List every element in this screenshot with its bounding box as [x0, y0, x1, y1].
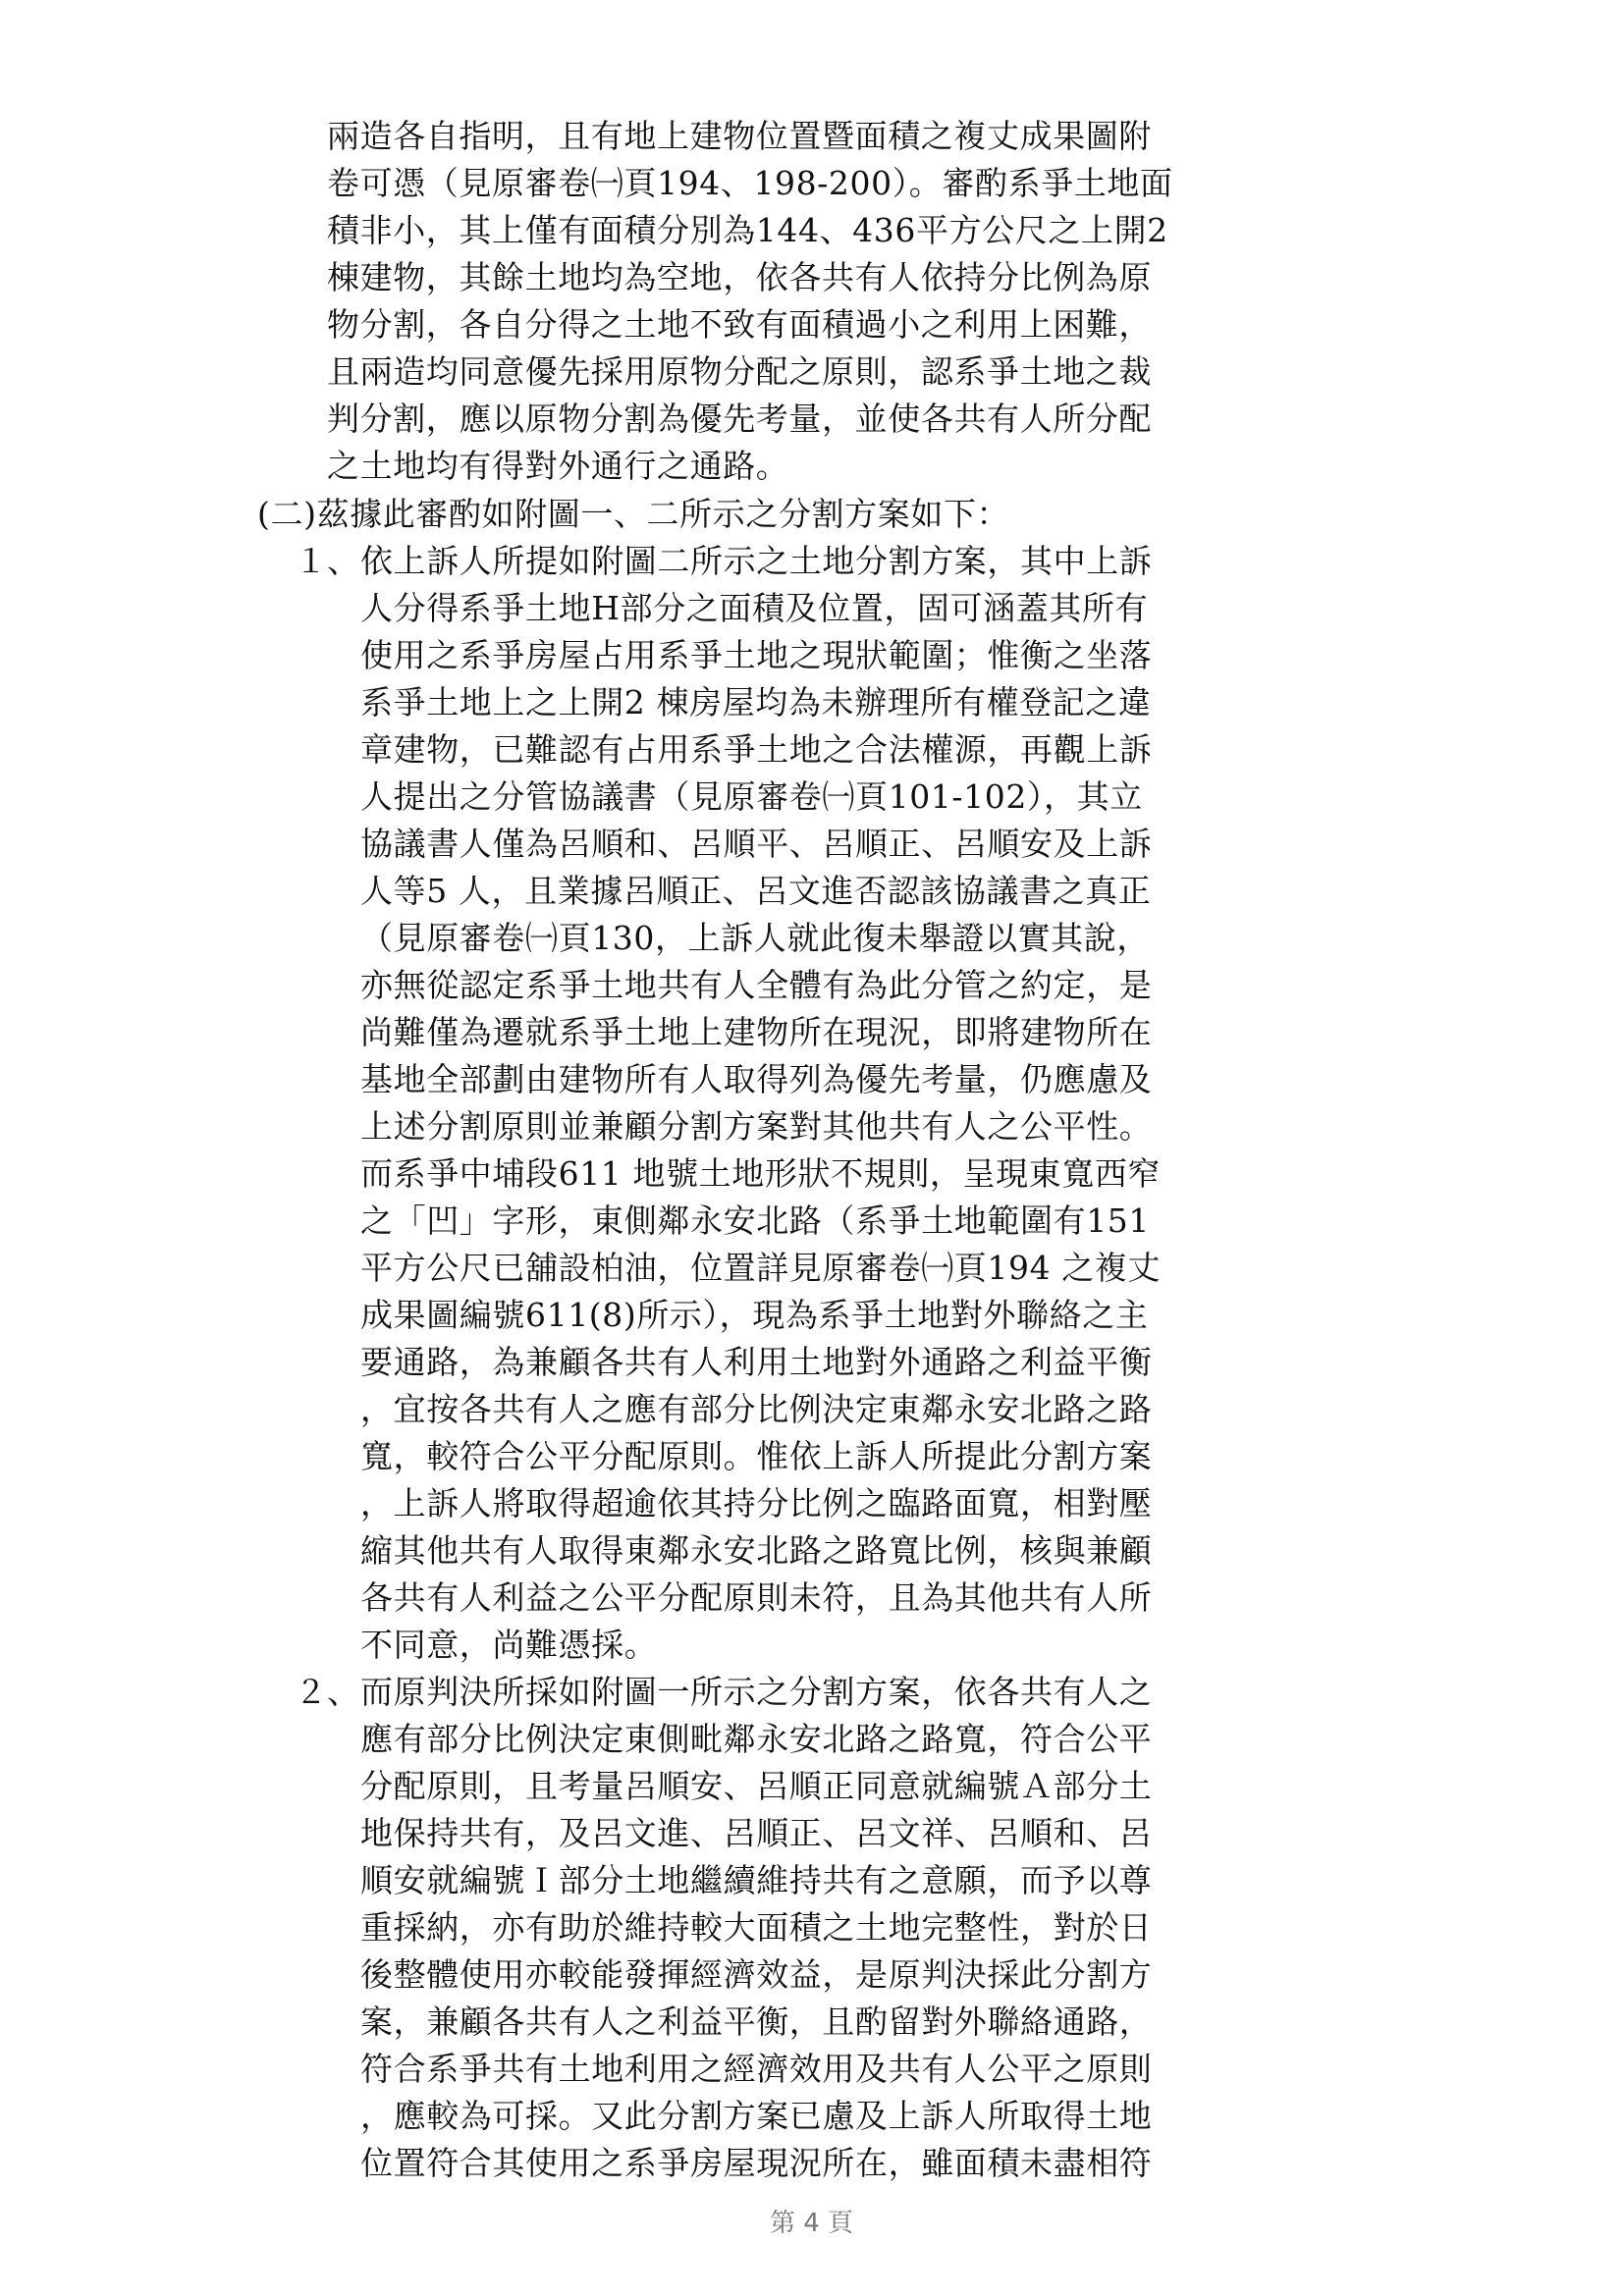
intro-line: 物分割，各自分得之土地不致有面積過小之利用上困難， — [327, 305, 1152, 344]
item2-line: 分配原則，且考量呂順安、呂順正同意就編號Ａ部分土 — [360, 1767, 1153, 1805]
intro-line: 卷可憑（見原審卷㈠頁194、198-200）。審酌系爭土地面 — [327, 164, 1173, 202]
intro-line: 之土地均有得對外通行之通路。 — [327, 447, 789, 485]
item1-line: 章建物，已難認有占用系爭土地之合法權源，再觀上訴 — [360, 730, 1153, 769]
item2-line: 順安就編號Ｉ部分土地繼續維持共有之意願，而予以尊 — [360, 1861, 1153, 1899]
item2-line: 而原判決所採如附圖一所示之分割方案，依各共有人之 — [360, 1673, 1153, 1711]
item2-line: 位置符合其使用之系爭房屋現況所在，雖面積未盡相符 — [360, 2144, 1153, 2182]
item2-line: 地保持共有，及呂文進、呂順正、呂文祥、呂順和、呂 — [360, 1814, 1153, 1852]
item1-line: 人等5 人，且業據呂順正、呂文進否認該協議書之真正 — [360, 872, 1152, 910]
item1-line: 要通路，為兼顧各共有人利用土地對外通路之利益平衡 — [360, 1343, 1153, 1381]
item1-line: ，上訴人將取得超逾依其持分比例之臨路面寬，相對壓 — [360, 1484, 1153, 1522]
item1-line: （見原審卷㈠頁130，上訴人就此復未舉證以實其說， — [360, 919, 1150, 957]
item1-line: 各共有人利益之公平分配原則未符，且為其他共有人所 — [360, 1578, 1153, 1617]
item-number: １、 — [295, 542, 359, 580]
item1-line: 成果圖編號611(8)所示），現為系爭土地對外聯絡之主 — [360, 1296, 1149, 1334]
item1-line: 系爭土地上之上開2 棟房屋均為未辦理所有權登記之違 — [360, 683, 1152, 721]
item1-line: 協議書人僅為呂順和、呂順平、呂順正、呂順安及上訴 — [360, 825, 1153, 863]
item1-line: 之「凹」字形，東側鄰永安北路（系爭土地範圍有151 — [360, 1201, 1150, 1240]
item1-line: 平方公尺已舖設柏油，位置詳見原審卷㈠頁194 之複丈 — [360, 1249, 1162, 1287]
item1-line: 人提出之分管協議書（見原審卷㈠頁101-102），其立 — [360, 777, 1143, 816]
item1-line: 不同意，尚難憑採。 — [360, 1626, 658, 1664]
item1-line: 而系爭中埔段611 地號土地形狀不規則，呈現東寬西窄 — [360, 1154, 1162, 1193]
intro-line: 棟建物，其餘土地均為空地，依各共有人依持分比例為原 — [327, 258, 1152, 296]
item2-line: ，應較為可採。又此分割方案已慮及上訴人所取得土地 — [360, 2097, 1153, 2135]
item1-line: 尚難僅為遷就系爭土地上建物所在現況，即將建物所在 — [360, 1013, 1153, 1051]
item2-line: 重採納，亦有助於維持較大面積之土地完整性，對於日 — [360, 1908, 1153, 1947]
item1-line: ，宜按各共有人之應有部分比例決定東鄰永安北路之路 — [360, 1390, 1153, 1428]
intro-line: 兩造各自指明，且有地上建物位置暨面積之複丈成果圖附 — [327, 117, 1152, 155]
page-number: 第 4 頁 — [769, 2209, 854, 2238]
intro-line: 積非小，其上僅有面積分別為144、436平方公尺之上開2 — [327, 211, 1168, 249]
item1-line: 上述分割原則並兼顧分割方案對其他共有人之公平性。 — [360, 1107, 1153, 1146]
intro-line: 判分割，應以原物分割為優先考量，並使各共有人所分配 — [327, 400, 1152, 438]
item1-line: 亦無從認定系爭土地共有人全體有為此分管之約定，是 — [360, 966, 1153, 1004]
item2-line: 案，兼顧各共有人之利益平衡，且酌留對外聯絡通路， — [360, 2002, 1153, 2041]
item1-line: 人分得系爭土地H部分之面積及位置，固可涵蓋其所有 — [360, 589, 1149, 627]
item2-line: 後整體使用亦較能發揮經濟效益，是原判決採此分割方 — [360, 1955, 1153, 1994]
item1-line: 依上訴人所提如附圖二所示之土地分割方案，其中上訴 — [360, 542, 1153, 580]
item2-line: 應有部分比例決定東側毗鄰永安北路之路寬，符合公平 — [360, 1720, 1153, 1758]
intro-line: 且兩造均同意優先採用原物分配之原則，認系爭土地之裁 — [327, 352, 1152, 391]
item2-line: 符合系爭共有土地利用之經濟效用及共有人公平之原則 — [360, 2050, 1153, 2088]
item-number: ２、 — [295, 1673, 359, 1711]
item1-line: 基地全部劃由建物所有人取得列為優先考量，仍應慮及 — [360, 1060, 1153, 1098]
section-heading: (二)茲據此審酌如附圖一、二所示之分割方案如下： — [257, 495, 1010, 533]
item1-line: 使用之系爭房屋占用系爭土地之現狀範圍；惟衡之坐落 — [360, 636, 1153, 674]
item1-line: 寬，較符合公平分配原則。惟依上訴人所提此分割方案 — [360, 1437, 1153, 1475]
item1-line: 縮其他共有人取得東鄰永安北路之路寬比例，核與兼顧 — [360, 1531, 1153, 1570]
